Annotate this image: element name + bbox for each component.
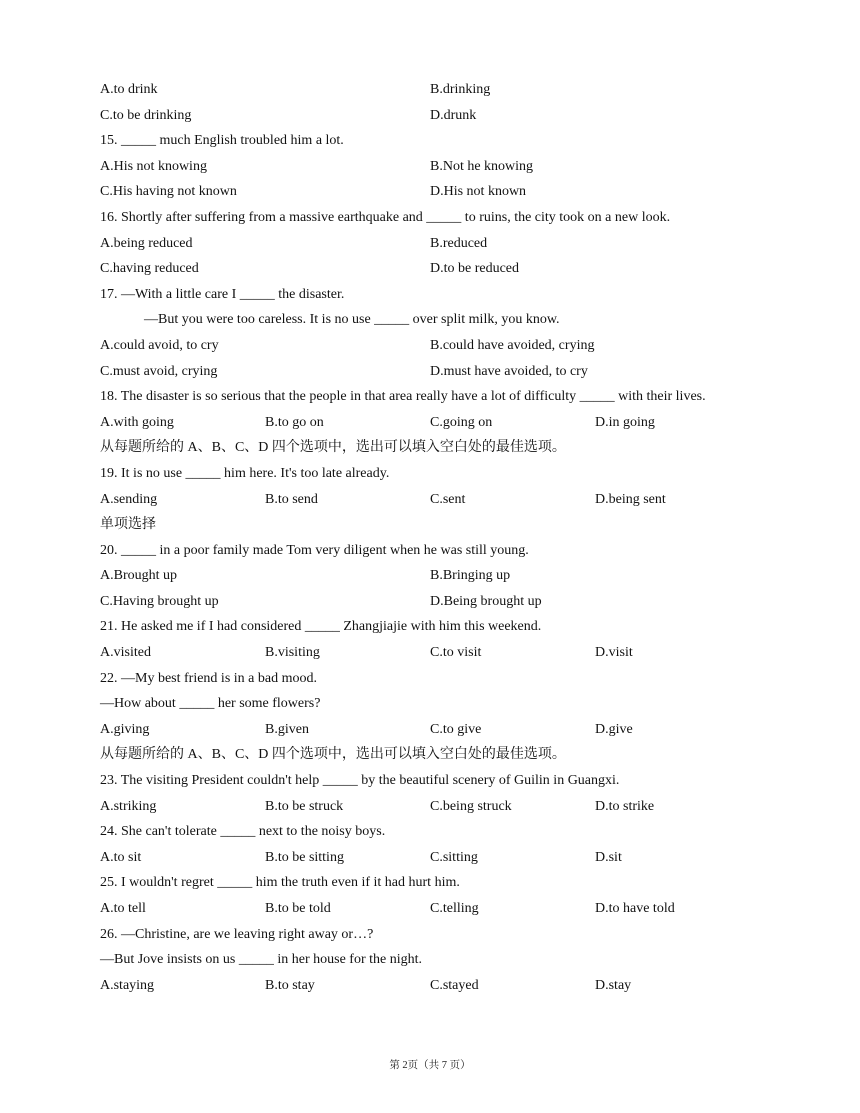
options-row — [100, 256, 800, 282]
answer-option: D.Being brought up — [430, 593, 542, 609]
answer-option: B.visiting — [265, 645, 320, 661]
answer-option: C.to give — [430, 721, 482, 737]
question-stem: 25. I wouldn't regret _____ him the truth even if it had hurt him. — [100, 875, 460, 891]
answer-option: D.to have told — [595, 901, 675, 916]
options-row — [100, 410, 800, 436]
answer-option: C.must avoid, crying — [100, 363, 218, 379]
question-text — [100, 461, 800, 487]
options-row — [100, 77, 800, 103]
question-stem: 26. —Christine, are we leaving right away or…? — [100, 926, 374, 942]
options-row — [100, 589, 800, 615]
options-row — [100, 896, 800, 922]
answer-option: D.sit — [595, 849, 622, 865]
answer-option: D.give — [595, 721, 633, 737]
instruction-text: 单项选择 — [100, 517, 156, 533]
options-row — [100, 845, 800, 871]
answer-option: A.sending — [100, 491, 158, 507]
question-stem: —But Jove insists on us _____ in her house for the night. — [100, 952, 422, 968]
options-row — [100, 717, 800, 743]
answer-option: D.drunk — [430, 107, 477, 123]
answer-option: B.to send — [265, 491, 318, 507]
question-text — [100, 384, 800, 410]
answer-option: D.visit — [595, 645, 633, 661]
options-row — [100, 103, 800, 129]
answer-option: A.striking — [100, 798, 157, 814]
question-text — [100, 870, 800, 896]
answer-option: B.drinking — [430, 82, 491, 97]
answer-option: C.sitting — [430, 849, 478, 865]
answer-option: C.sent — [430, 491, 466, 507]
question-text — [100, 205, 800, 231]
answer-option: B.given — [265, 721, 309, 737]
answer-option: A.staying — [100, 977, 155, 993]
question-text — [100, 819, 800, 845]
answer-option: B.to go on — [265, 414, 324, 430]
answer-option: C.to be drinking — [100, 107, 192, 123]
answer-option: A.giving — [100, 721, 150, 737]
question-stem: 24. She can't tolerate _____ next to the noisy boys. — [100, 824, 386, 840]
options-row — [100, 973, 800, 999]
answer-option: A.to sit — [100, 849, 142, 865]
question-text — [100, 922, 800, 948]
answer-option: C.Having brought up — [100, 593, 219, 609]
answer-option: C.His having not known — [100, 184, 237, 200]
instruction-text: 从每题所给的 A、B、C、D 四个选项中，选出可以填入空白处的最佳选项。 — [100, 440, 566, 456]
question-text — [100, 307, 800, 333]
answer-option: B.to be struck — [265, 798, 344, 814]
options-row — [100, 179, 800, 205]
options-row — [100, 154, 800, 180]
answer-option: B.could have avoided, crying — [430, 337, 595, 353]
question-stem: 15. _____ much English troubled him a lot. — [100, 133, 344, 149]
question-stem: 21. He asked me if I had considered _____ Zhangjiajie with him this weekend. — [100, 619, 542, 635]
answer-option: A.being reduced — [100, 235, 193, 251]
answer-option: D.stay — [595, 977, 632, 993]
options-row — [100, 333, 800, 359]
options-row — [100, 794, 800, 820]
question-stem: 23. The visiting President couldn't help _____ by the beautiful scenery of Guilin in Guangxi. — [100, 773, 620, 789]
question-stem: —How about _____ her some flowers? — [100, 696, 321, 712]
question-stem: 18. The disaster is so serious that the people in that area really have a lot of difficulty _____ with their lives. — [100, 389, 706, 405]
page-number: 第 2页（共 7 页） — [389, 1060, 471, 1071]
question-stem: 22. —My best friend is in a bad mood. — [100, 670, 317, 686]
answer-option: B.to be sitting — [265, 849, 344, 865]
question-stem: —But you were too careless. It is no use _____ over split milk, you know. — [144, 312, 560, 328]
question-stem: 20. _____ in a poor family made Tom very diligent when he was still young. — [100, 542, 529, 558]
answer-option: C.telling — [430, 901, 479, 916]
answer-option: A.to drink — [100, 82, 158, 97]
answer-option: A.His not knowing — [100, 158, 207, 174]
options-row — [100, 359, 800, 385]
question-text — [100, 666, 800, 692]
answer-option: A.with going — [100, 414, 174, 430]
section-instruction — [100, 512, 800, 538]
section-instruction — [100, 435, 800, 461]
section-instruction — [100, 742, 800, 768]
answer-option: D.in going — [595, 414, 655, 430]
answer-option: B.to stay — [265, 977, 315, 993]
answer-option: B.to be told — [265, 901, 331, 916]
answer-option: A.could avoid, to cry — [100, 337, 219, 353]
answer-option: C.having reduced — [100, 261, 199, 277]
answer-option: A.visited — [100, 645, 151, 661]
answer-option: C.to visit — [430, 645, 482, 661]
options-row — [100, 640, 800, 666]
question-text — [100, 947, 800, 973]
answer-option: B.Bringing up — [430, 568, 511, 584]
answer-option: D.to strike — [595, 798, 655, 814]
answer-option: D.His not known — [430, 184, 527, 200]
question-text — [100, 282, 800, 308]
question-text — [100, 614, 800, 640]
question-stem: 19. It is no use _____ him here. It's too late already. — [100, 465, 390, 481]
answer-option: B.reduced — [430, 235, 488, 251]
answer-option: D.must have avoided, to cry — [430, 363, 588, 379]
options-row — [100, 231, 800, 257]
options-row — [100, 563, 800, 589]
answer-option: A.Brought up — [100, 568, 177, 584]
options-row — [100, 487, 800, 513]
page-footer — [0, 1057, 860, 1072]
answer-option: B.Not he knowing — [430, 158, 534, 174]
answer-option: C.going on — [430, 414, 493, 430]
question-text — [100, 538, 800, 564]
answer-option: D.being sent — [595, 491, 666, 507]
answer-option: C.stayed — [430, 977, 479, 993]
question-stem: 16. Shortly after suffering from a massive earthquake and _____ to ruins, the city took on a new look. — [100, 209, 671, 225]
answer-option: A.to tell — [100, 901, 146, 916]
instruction-text: 从每题所给的 A、B、C、D 四个选项中，选出可以填入空白处的最佳选项。 — [100, 747, 566, 763]
question-stem: 17. —With a little care I _____ the disaster. — [100, 286, 345, 302]
question-text — [100, 691, 800, 717]
answer-option: D.to be reduced — [430, 261, 520, 277]
answer-option: C.being struck — [430, 798, 512, 814]
question-text — [100, 768, 800, 794]
question-list — [100, 77, 800, 998]
question-text — [100, 128, 800, 154]
